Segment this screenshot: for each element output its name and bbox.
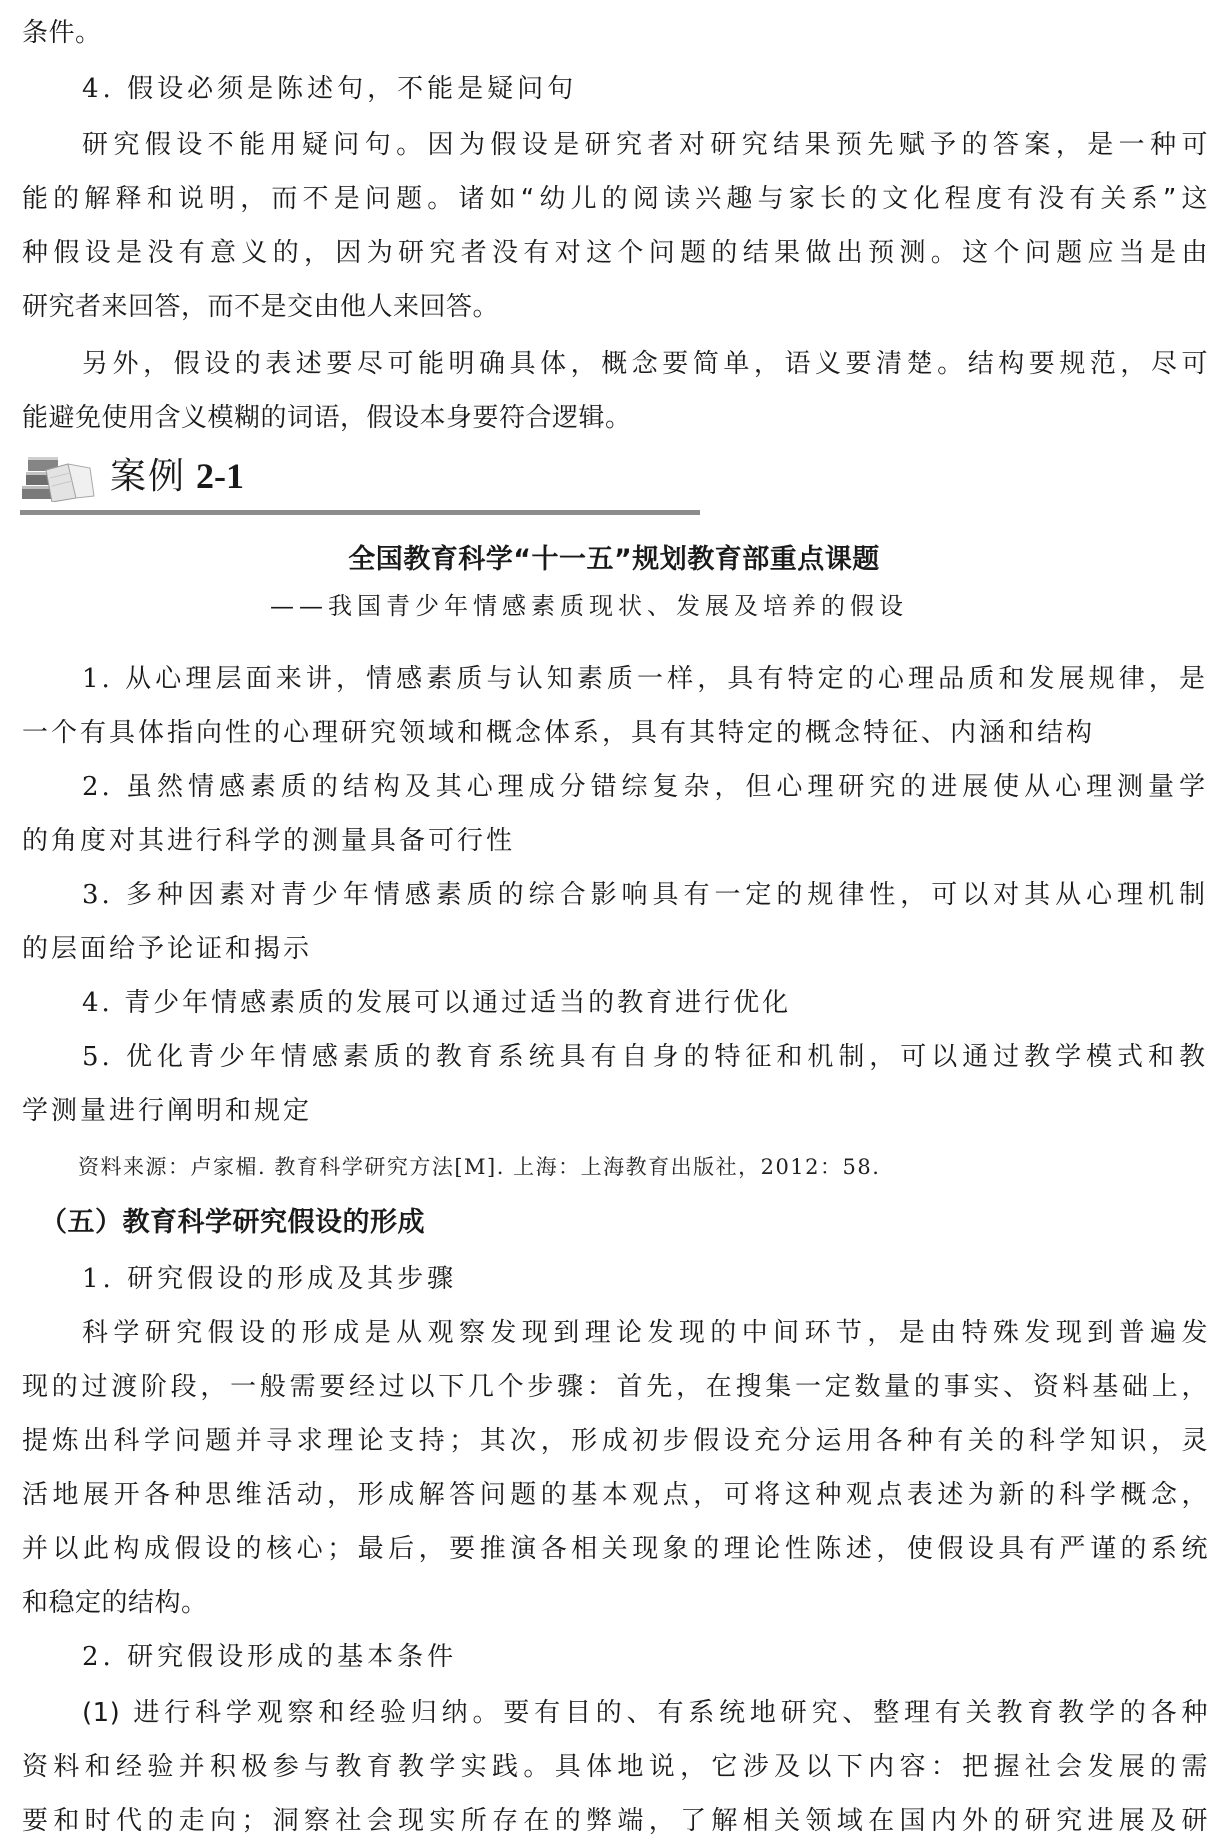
case-item-line: 2. 虽然情感素质的结构及其心理成分错综复杂，但心理研究的进展使从心理测量学 bbox=[82, 772, 1208, 802]
paragraph-line: 并以此构成假设的核心；最后，要推演各相关现象的理论性陈述，使假设具有严谨的系统 bbox=[22, 1534, 1208, 1564]
paragraph-line: 要和时代的走向；洞察社会现实所存在的弊端，了解相关领域在国内外的研究进展及研 bbox=[22, 1806, 1208, 1836]
paragraph-line: 活地展开各种思维活动，形成解答问题的基本观点，可将这种观点表述为新的科学概念， bbox=[22, 1480, 1208, 1510]
case-item-line: 学测量进行阐明和规定 bbox=[22, 1096, 313, 1126]
case-item-line: 的角度对其进行科学的测量具备可行性 bbox=[22, 826, 516, 856]
section-heading: （五）教育科学研究假设的形成 bbox=[40, 1207, 425, 1238]
case-item-line: 4. 青少年情感素质的发展可以通过适当的教育进行优化 bbox=[82, 988, 792, 1018]
case-word: 案例 bbox=[110, 456, 187, 497]
paragraph-line: 能的解释和说明，而不是问题。诸如“幼儿的阅读兴趣与家长的文化程度有没有关系”这 bbox=[22, 184, 1208, 214]
case-label bbox=[110, 454, 244, 499]
paragraph-line: 现的过渡阶段，一般需要经过以下几个步骤：首先，在搜集一定数量的事实、资料基础上， bbox=[22, 1372, 1208, 1402]
case-item-line: 一个有具体指向性的心理研究领域和概念体系，具有其特定的概念特征、内涵和结构 bbox=[22, 718, 1096, 748]
subsection-heading: 1. 研究假设的形成及其步骤 bbox=[82, 1264, 458, 1294]
case-item-line: 3. 多种因素对青少年情感素质的综合影响具有一定的规律性，可以对其从心理机制 bbox=[82, 880, 1208, 910]
paragraph-line: 资料和经验并积极参与教育教学实践。具体地说，它涉及以下内容：把握社会发展的需 bbox=[22, 1752, 1208, 1782]
case-item-line: 1. 从心理层面来讲，情感素质与认知素质一样，具有特定的心理品质和发展规律，是 bbox=[82, 664, 1208, 694]
books-icon bbox=[20, 452, 98, 502]
paragraph-line: (1) 进行科学观察和经验归纳。要有目的、有系统地研究、整理有关教育教学的各种 bbox=[82, 1698, 1208, 1728]
paragraph-line: 提炼出科学问题并寻求理论支持；其次，形成初步假设充分运用各种有关的科学知识，灵 bbox=[22, 1426, 1208, 1456]
case-title: 全国教育科学“十一五”规划教育部重点课题 bbox=[348, 544, 880, 575]
case-divider bbox=[20, 510, 700, 515]
case-subtitle: ——我国青少年情感素质现状、发展及培养的假设 bbox=[270, 592, 908, 620]
paragraph-line: 种假设是没有意义的，因为研究者没有对这个问题的结果做出预测。这个问题应当是由 bbox=[22, 238, 1208, 268]
paragraph-line: 另外，假设的表述要尽可能明确具体，概念要简单，语义要清楚。结构要规范，尽可 bbox=[82, 349, 1208, 379]
continuation-text: 条件。 bbox=[22, 18, 102, 48]
point4-heading: 4. 假设必须是陈述句，不能是疑问句 bbox=[82, 74, 578, 104]
case-header bbox=[20, 452, 700, 512]
case-number: 2-1 bbox=[196, 456, 245, 496]
paragraph-line: 能避免使用含义模糊的词语，假设本身要符合逻辑。 bbox=[22, 403, 632, 433]
paragraph-line: 研究者来回答，而不是交由他人来回答。 bbox=[22, 292, 500, 322]
paragraph-line: 和稳定的结构。 bbox=[22, 1588, 208, 1618]
case-source: 资料来源：卢家楣. 教育科学研究方法[M]. 上海：上海教育出版社，2012：58. bbox=[78, 1155, 881, 1179]
paragraph-line: 研究假设不能用疑问句。因为假设是研究者对研究结果预先赋予的答案，是一种可 bbox=[82, 130, 1208, 160]
case-item-line: 5. 优化青少年情感素质的教育系统具有自身的特征和机制，可以通过教学模式和教 bbox=[82, 1042, 1208, 1072]
subsection-heading: 2. 研究假设形成的基本条件 bbox=[82, 1642, 458, 1672]
paragraph-line: 科学研究假设的形成是从观察发现到理论发现的中间环节，是由特殊发现到普遍发 bbox=[82, 1318, 1208, 1348]
case-item-line: 的层面给予论证和揭示 bbox=[22, 934, 313, 964]
